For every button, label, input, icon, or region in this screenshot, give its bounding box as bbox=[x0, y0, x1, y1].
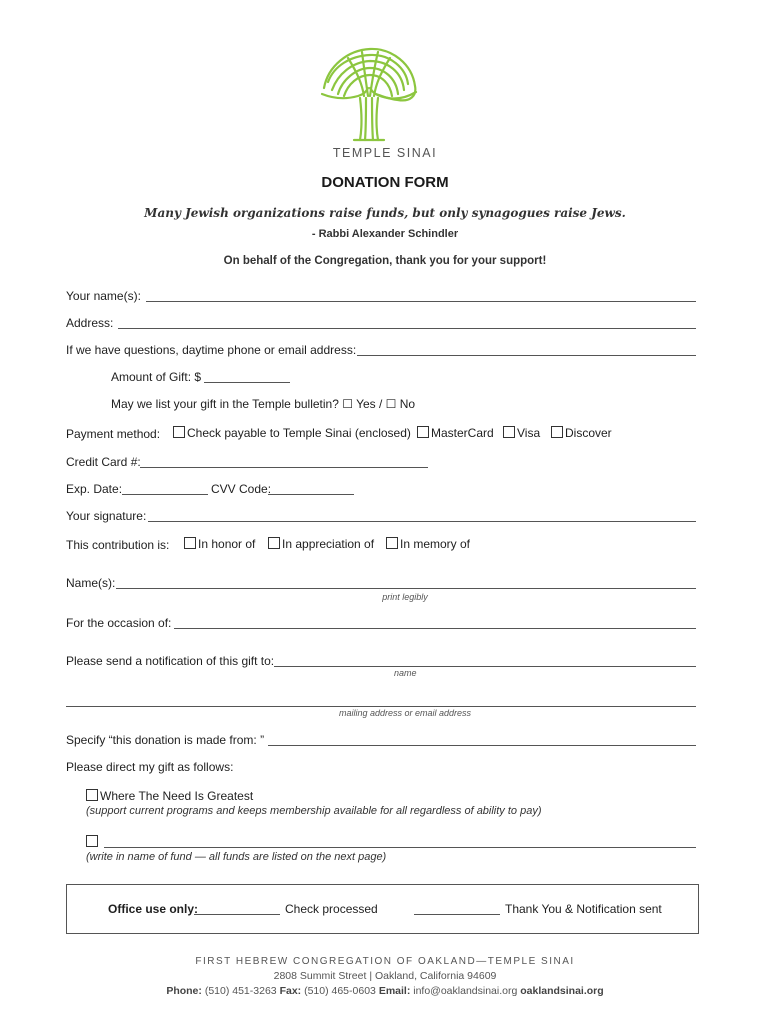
payment-mastercard-option[interactable] bbox=[417, 426, 494, 440]
in-memory-label: In memory of bbox=[400, 537, 471, 551]
checkbox-icon[interactable] bbox=[503, 426, 515, 438]
other-fund-note: (write in name of fund — all funds are listed on the next page) bbox=[86, 851, 387, 863]
in-memory-option[interactable] bbox=[386, 537, 470, 551]
amount-field[interactable] bbox=[204, 371, 290, 383]
contribution-label: This contribution is: bbox=[66, 538, 170, 552]
office-use-label: Office use only: bbox=[108, 902, 199, 916]
address-field[interactable] bbox=[118, 317, 696, 329]
amount-label: Amount of Gift: $ bbox=[111, 370, 202, 384]
specify-label: Specify “this donation is made from: ” bbox=[66, 733, 265, 747]
check-processed-field[interactable] bbox=[194, 903, 280, 915]
exp-date-field[interactable] bbox=[122, 483, 208, 495]
notify-name-field[interactable] bbox=[274, 655, 696, 667]
checkbox-icon[interactable] bbox=[417, 426, 429, 438]
in-honor-label: In honor of bbox=[198, 537, 256, 551]
checkbox-icon[interactable] bbox=[386, 537, 398, 549]
payment-discover-label: Discover bbox=[565, 426, 612, 440]
contact-label: If we have questions, daytime phone or email address: bbox=[66, 343, 357, 357]
thanks-message: On behalf of the Congregation, thank you for your support! bbox=[223, 255, 547, 267]
thank-you-sent-field[interactable] bbox=[414, 903, 500, 915]
occasion-label: For the occasion of: bbox=[66, 616, 172, 630]
cvv-field[interactable] bbox=[268, 483, 354, 495]
notify-name-hint: name bbox=[394, 668, 417, 678]
notify-address-field[interactable] bbox=[66, 695, 696, 707]
checkbox-icon[interactable] bbox=[268, 537, 280, 549]
checkbox-icon[interactable] bbox=[184, 537, 196, 549]
in-honor-option[interactable] bbox=[184, 537, 255, 551]
fax-value: (510) 465-0603 bbox=[304, 985, 376, 997]
honoree-names-label: Name(s): bbox=[66, 576, 116, 590]
website-link[interactable]: oaklandsinai.org bbox=[520, 985, 604, 997]
signature-label: Your signature: bbox=[66, 509, 147, 523]
email-label: Email: bbox=[378, 985, 411, 997]
other-fund-option[interactable] bbox=[86, 835, 100, 849]
form-title: DONATION FORM bbox=[321, 174, 449, 191]
thank-you-sent-label: Thank You & Notification sent bbox=[505, 902, 662, 916]
org-name: TEMPLE SINAI bbox=[332, 146, 438, 160]
mailing-address-hint: mailing address or email address bbox=[338, 708, 472, 718]
fax-label: Fax: bbox=[279, 985, 302, 997]
check-processed-label: Check processed bbox=[285, 902, 378, 916]
footer-org: FIRST HEBREW CONGREGATION OF OAKLAND—TEMPLE SINAI bbox=[195, 956, 575, 967]
footer-address: 2808 Summit Street | Oakland, California 94609 bbox=[273, 970, 497, 982]
checkbox-icon[interactable] bbox=[173, 426, 185, 438]
other-fund-field[interactable] bbox=[104, 836, 696, 848]
honoree-names-field[interactable] bbox=[116, 577, 696, 589]
your-names-field[interactable] bbox=[146, 290, 696, 302]
your-names-label: Your name(s): bbox=[66, 289, 141, 303]
credit-card-label: Credit Card #: bbox=[66, 455, 141, 469]
quote-author: - Rabbi Alexander Schindler bbox=[311, 228, 459, 240]
direct-gift-label: Please direct my gift as follows: bbox=[66, 760, 234, 774]
general-fund-label: Where The Need Is Greatest bbox=[100, 789, 254, 803]
bulletin-question[interactable]: May we list your gift in the Temple bulletin? ☐ Yes / ☐ No bbox=[111, 397, 416, 411]
general-fund-option[interactable] bbox=[86, 789, 253, 803]
general-fund-note: (support current programs and keeps membership available for all regardless of ability to pay) bbox=[86, 805, 542, 817]
occasion-field[interactable] bbox=[174, 617, 696, 629]
cvv-label: CVV Code: bbox=[211, 482, 272, 496]
print-legibly-hint: print legibly bbox=[382, 592, 428, 602]
address-label: Address: bbox=[66, 316, 114, 330]
exp-date-label: Exp. Date: bbox=[66, 482, 123, 496]
specify-field[interactable] bbox=[268, 734, 696, 746]
payment-check-label: Check payable to Temple Sinai (enclosed) bbox=[187, 426, 411, 440]
payment-visa-label: Visa bbox=[517, 426, 541, 440]
checkbox-icon[interactable] bbox=[86, 789, 98, 801]
footer-contact bbox=[0, 985, 770, 997]
in-appreciation-label: In appreciation of bbox=[282, 537, 375, 551]
signature-field[interactable] bbox=[148, 510, 696, 522]
phone-label: Phone: bbox=[166, 985, 202, 997]
payment-method-label: Payment method: bbox=[66, 427, 161, 441]
payment-discover-option[interactable] bbox=[551, 426, 612, 440]
quote: Many Jewish organizations raise funds, but only synagogues raise Jews. bbox=[144, 206, 626, 220]
office-use-box bbox=[66, 884, 699, 934]
credit-card-field[interactable] bbox=[140, 456, 428, 468]
payment-mastercard-label: MasterCard bbox=[431, 426, 494, 440]
payment-check-option[interactable] bbox=[173, 426, 411, 440]
payment-visa-option[interactable] bbox=[503, 426, 540, 440]
checkbox-icon[interactable] bbox=[551, 426, 563, 438]
in-appreciation-option[interactable] bbox=[268, 537, 374, 551]
email-link[interactable]: info@oaklandsinai.org bbox=[413, 985, 518, 997]
notify-label: Please send a notification of this gift to: bbox=[66, 654, 275, 668]
checkbox-icon[interactable] bbox=[86, 835, 98, 847]
phone-value: (510) 451-3263 bbox=[204, 985, 277, 997]
contact-field[interactable] bbox=[357, 344, 696, 356]
temple-sinai-tree-logo bbox=[318, 44, 420, 144]
